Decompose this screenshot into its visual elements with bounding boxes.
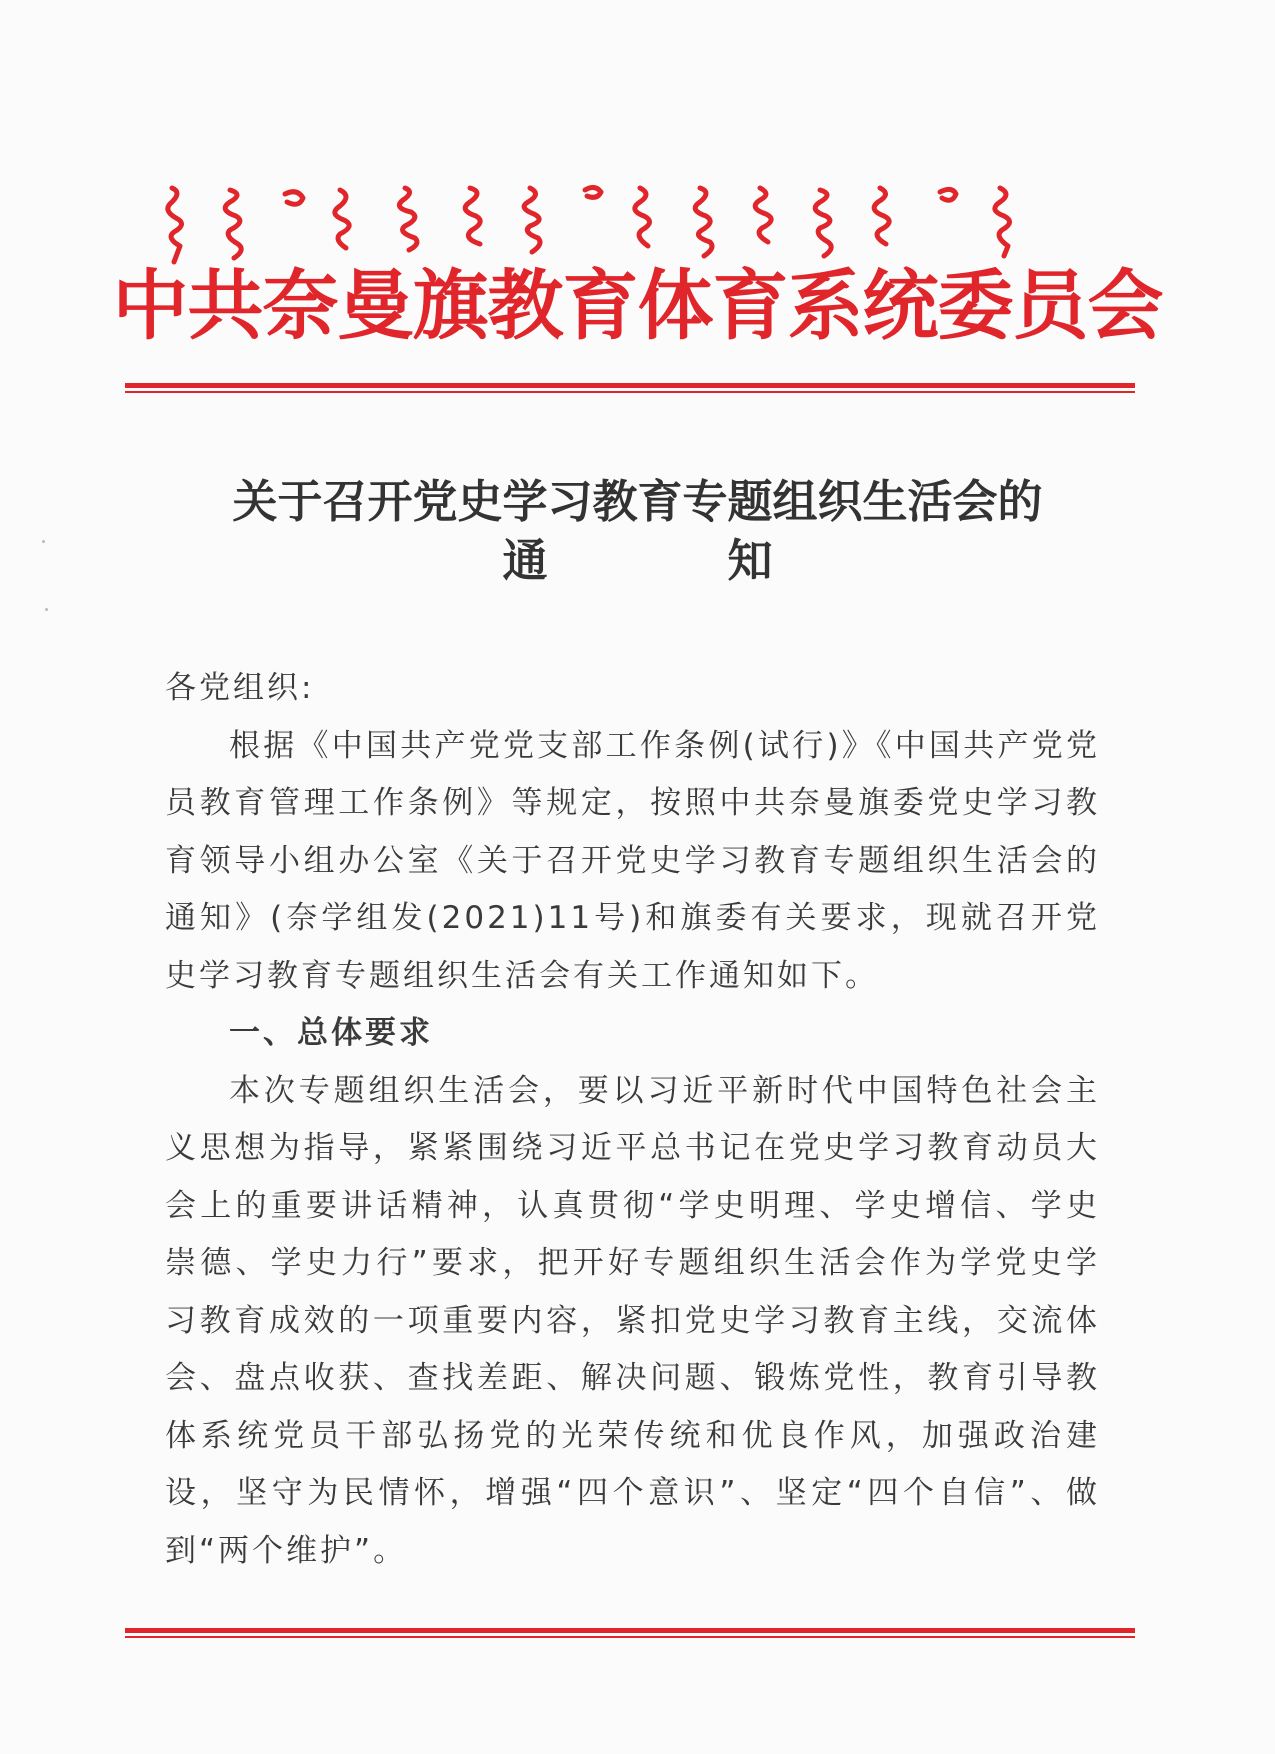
mongolian-word-8 [585, 187, 601, 197]
mongolian-word-12 [815, 190, 831, 256]
mongolian-word-1 [168, 188, 182, 262]
title-line-1: 关于召开党史学习教育专题组织生活会的 [232, 475, 1043, 528]
mongolian-word-9 [635, 188, 650, 246]
mongolian-word-5 [399, 188, 417, 250]
mongolian-word-2 [225, 190, 241, 258]
salutation: 各党组织: [165, 670, 315, 706]
footer-divider-thick [125, 1628, 1135, 1633]
paragraph-2: 本次专题组织生活会，要以习近平新时代中国特色社会主义思想为指导，紧紧围绕习近平总书记在党史学习教育动员大会上的重要讲话精神，认真贯彻“学史明理、学史增信、学史崇德、学史力行”要求，把开好专题组织生活会作为学党史学习教育成效的一项重要内容，紧扣党史学习教育主线，交流体会、盘点收获、查找差距、解决问题、锻炼党性，教育引导教体系统党员干部弘扬党的光荣传统和优良作风，加强政治建设，坚守为民情怀，增强“四个意识”、坚定“四个自信”、做到“两个维护”。 [165, 1072, 1100, 1569]
mongolian-word-6 [465, 188, 480, 244]
footer-divider-thin [125, 1636, 1135, 1638]
section-heading-1: 一、总体要求 [229, 1015, 433, 1051]
mongolian-word-4 [335, 190, 349, 248]
header-divider-thick [125, 383, 1135, 388]
mongolian-word-7 [524, 188, 540, 252]
scan-speck [45, 608, 48, 611]
document-body [165, 660, 1100, 1580]
paragraph-1: 根据《中国共产党党支部工作条例(试行)》《中国共产党党员教育管理工作条例》等规定，按照中共奈曼旗委党史学习教育领导小组办公室《关于召开党史学习教育专题组织生活会的通知》(奈学组发(2021)11号)和旗委有关要求，现就召开党史学习教育专题组织生活会有关工作通知如下。 [165, 727, 1100, 994]
mongolian-script-graphic [160, 180, 1110, 270]
mongolian-script-header [160, 180, 1110, 270]
mongolian-glyphs [168, 187, 1010, 262]
scan-speck [42, 540, 45, 543]
document-title [120, 472, 1155, 591]
mongolian-word-3 [285, 192, 303, 205]
mongolian-word-10 [695, 188, 712, 256]
header-divider-thin [125, 391, 1135, 393]
mongolian-word-13 [874, 188, 889, 244]
title-line-2: 通知 [502, 534, 953, 588]
mongolian-word-15 [995, 188, 1010, 256]
mongolian-word-14 [940, 189, 956, 200]
mongolian-word-11 [755, 188, 771, 242]
org-name: 中共奈曼旗教育体育系统委员会 [112, 261, 1163, 350]
